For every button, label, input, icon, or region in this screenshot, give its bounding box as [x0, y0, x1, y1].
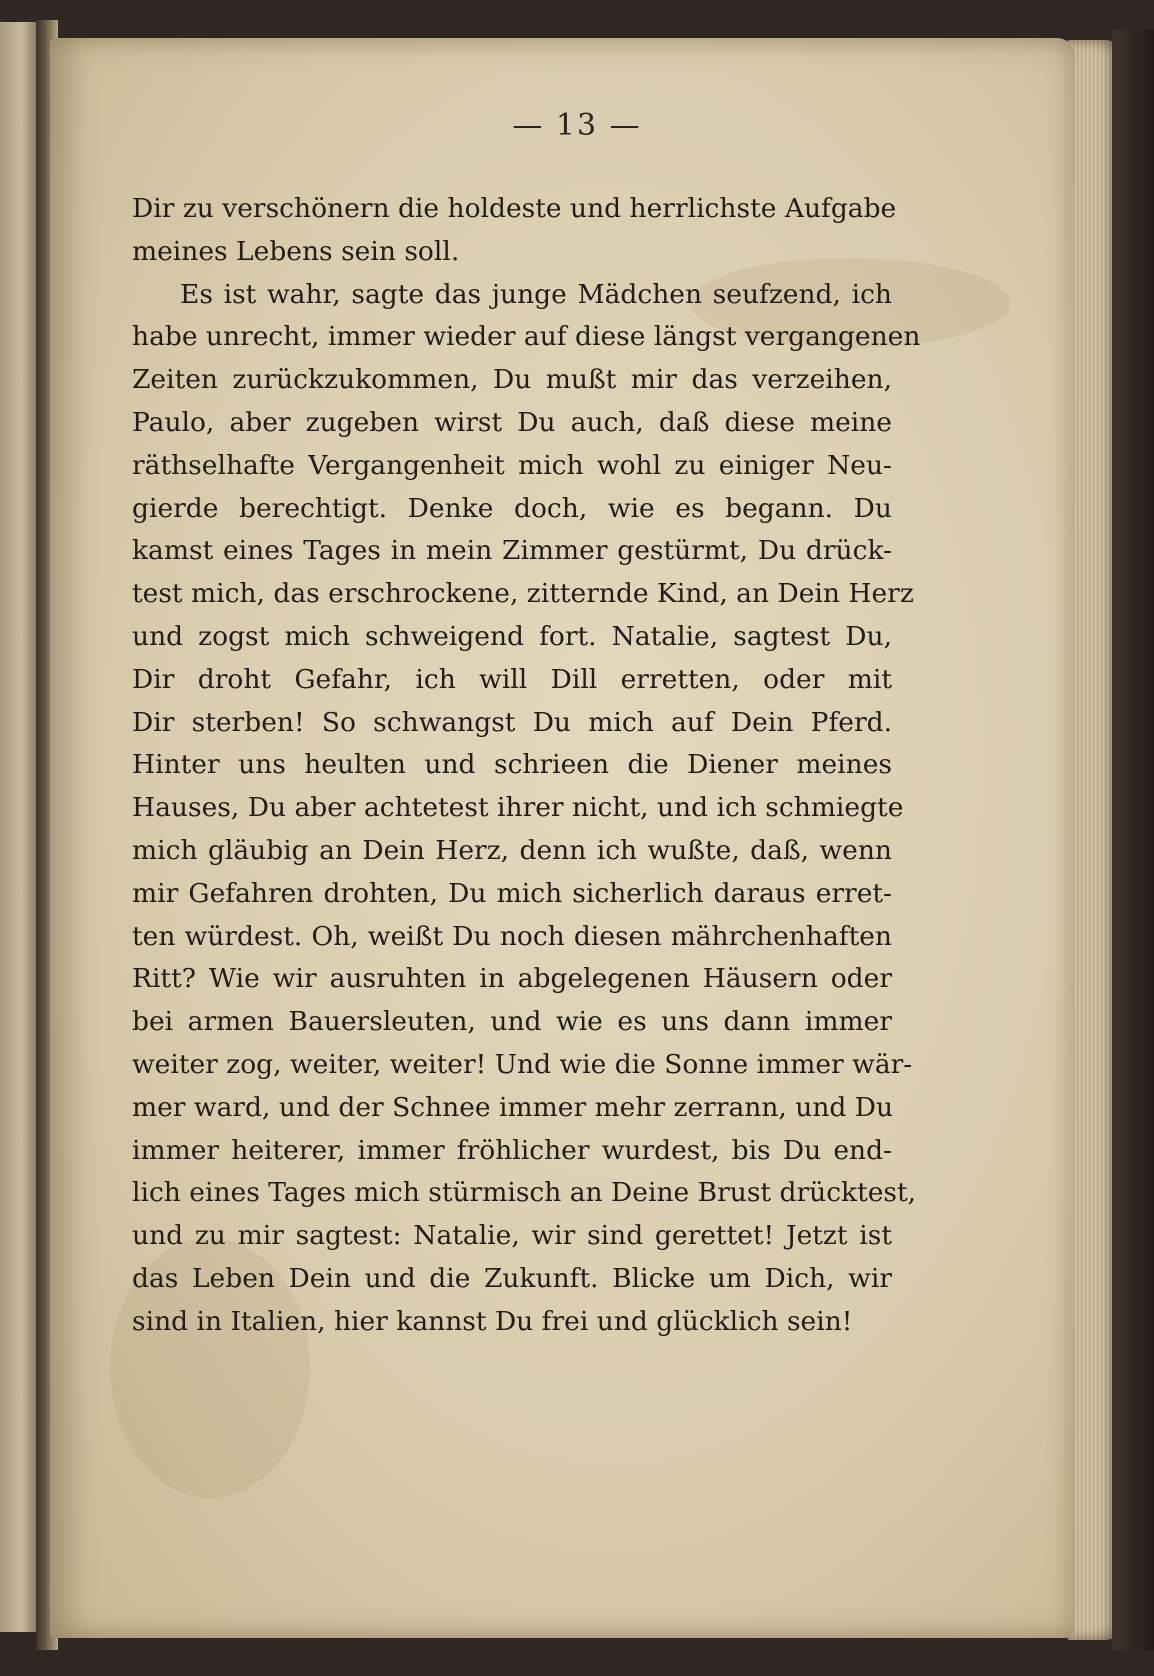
- text-line: sind in Italien, hier kannst Du frei und glücklich sein!: [132, 1305, 853, 1337]
- text-line: gierde berechtigt. Denke doch, wie es begann. Du: [132, 492, 892, 524]
- previous-page-edge: [0, 22, 38, 1632]
- text-line: meines Lebens sein soll.: [132, 235, 460, 267]
- text-line: räthselhafte Vergangenheit mich wohl zu einiger Neu-: [132, 449, 892, 481]
- text-line: test mich, das erschrockene, zitternde Kind, an Dein Herz: [132, 578, 914, 610]
- text-line: immer heiterer, immer fröhlicher wurdest, bis Du end-: [132, 1134, 892, 1166]
- text-line: Dir sterben! So schwangst Du mich auf Dein Pferd.: [132, 706, 892, 738]
- text-line: mich gläubig an Dein Herz, denn ich wußte, daß, wenn: [132, 834, 892, 866]
- text-line: das Leben Dein und die Zukunft. Blicke um Dich, wir: [132, 1262, 892, 1294]
- text-line: Ritt? Wie wir ausruhten in abgelegenen Häusern oder: [132, 963, 892, 995]
- text-line: bei armen Bauersleuten, und wie es uns dann immer: [132, 1006, 892, 1038]
- text-line: habe unrecht, immer wieder auf diese längst vergangenen: [132, 321, 921, 353]
- book-cover-edge: [1112, 30, 1154, 1650]
- text-line: Dir droht Gefahr, ich will Dill erretten, oder mit: [132, 663, 892, 695]
- text-line: mer ward, und der Schnee immer mehr zerrann, und Du: [132, 1091, 894, 1123]
- text-line: Es ist wahr, sagte das junge Mädchen seufzend, ich: [180, 278, 892, 310]
- text-line: Hinter uns heulten und schrieen die Diener meines: [132, 749, 892, 781]
- text-line: und zogst mich schweigend fort. Natalie, sagtest Du,: [132, 620, 892, 652]
- text-line: und zu mir sagtest: Natalie, wir sind gerettet! Jetzt ist: [132, 1220, 892, 1252]
- text-line: Hauses, Du aber achtetest ihrer nicht, und ich schmiegte: [132, 792, 904, 824]
- text-line: mir Gefahren drohten, Du mich sicherlich daraus erret-: [132, 877, 892, 909]
- text-line: Paulo, aber zugeben wirst Du auch, daß diese meine: [132, 406, 892, 438]
- text-line: ten würdest. Oh, weißt Du noch diesen mährchenhaften: [132, 920, 892, 952]
- text-line: weiter zog, weiter, weiter! Und wie die Sonne immer wär-: [132, 1048, 913, 1080]
- text-line: Dir zu verschönern die holdeste und herrlichste Aufgabe: [132, 193, 897, 224]
- page-body-text: [132, 188, 921, 1344]
- text-line: lich eines Tages mich stürmisch an Deine Brust drücktest,: [132, 1177, 917, 1209]
- text-line: kamst eines Tages in mein Zimmer gestürmt, Du drück-: [132, 535, 892, 567]
- page-number: — 13 —: [512, 108, 642, 143]
- text-line: Zeiten zurückzukommen, Du mußt mir das verzeihen,: [132, 364, 892, 396]
